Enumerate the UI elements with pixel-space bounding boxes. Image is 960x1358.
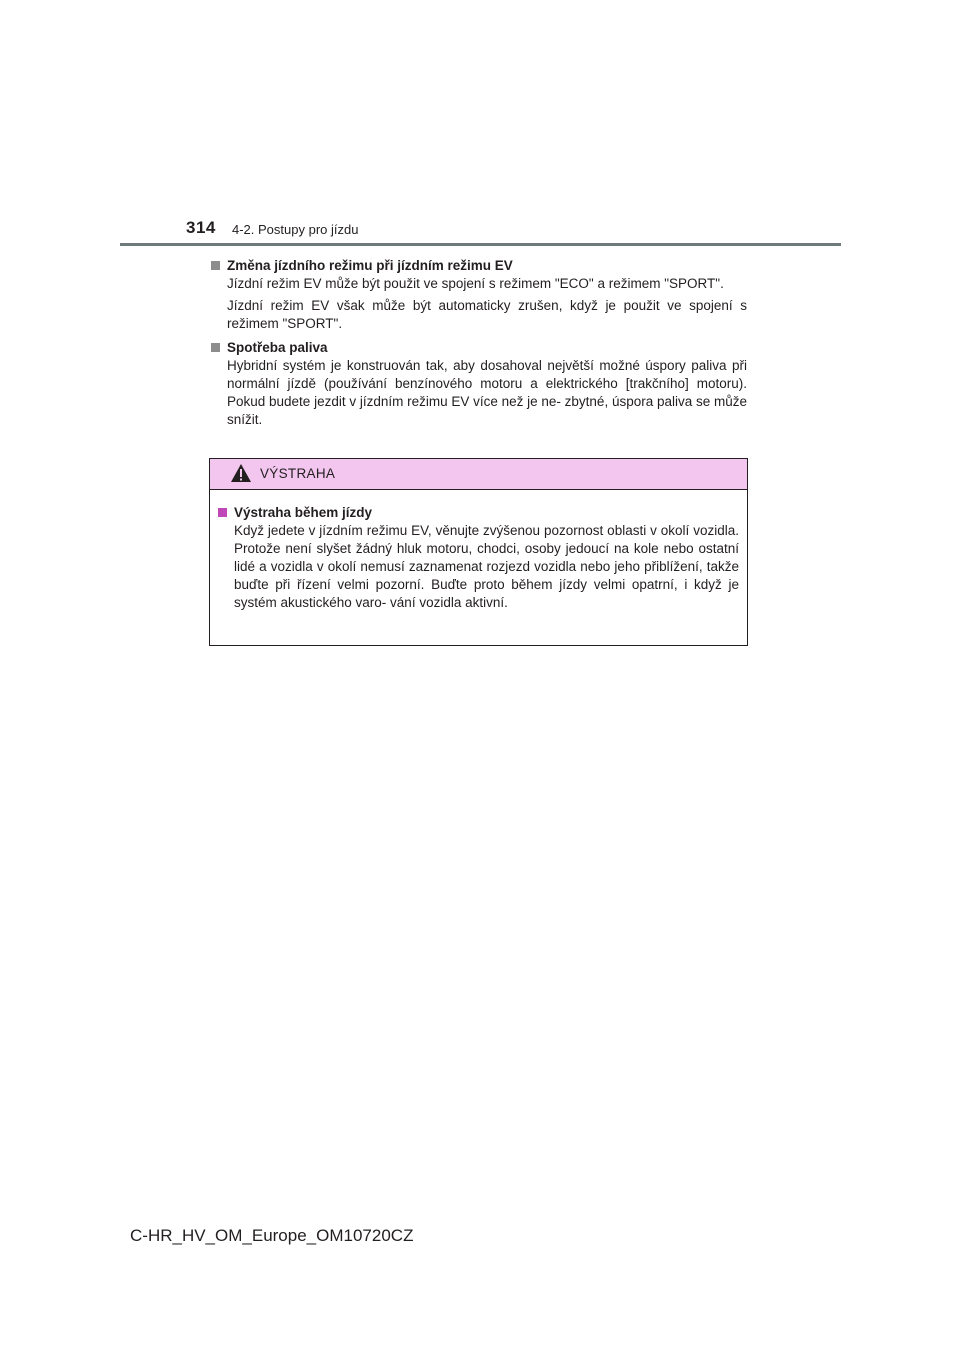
paragraph: Hybridní systém je konstruován tak, aby dosahoval největší možné úspory paliva při normální jízdě (používání benzínového motoru a elektrického [trakčního] motoru). Pokud budete jezdit v jízdním režimu EV více než je ne- zbytné, úspora paliva se může snížit. [227,358,748,427]
warning-triangle-icon [230,463,252,483]
warning-label: VÝSTRAHA [260,466,336,481]
document-code: C-HR_HV_OM_Europe_OM10720CZ [130,1226,414,1245]
warning-header [210,459,747,490]
square-bullet-icon [211,343,220,352]
warning-heading [216,504,739,522]
page-number: 314 [186,218,216,237]
section-title: 4-2. Postupy pro jízdu [232,222,359,237]
square-bullet-icon [211,261,220,270]
section-heading [209,257,747,275]
warning-box [209,458,748,646]
section-ev-mode [209,257,747,333]
section-heading-text: Spotřeba paliva [227,340,328,355]
section-heading [209,339,747,357]
section-fuel-consumption [209,339,747,429]
warning-text: Když jedete v jízdním režimu EV, věnujte zvýšenou pozornost oblasti v okolí vozidla. Protože není slyšet žádný hluk motoru, chodci, osoby jedoucí na kole nebo ostatní lidé a vozidla v okolí nemusí zaznamenat rozjezd vozidla nebo jeho přiblížení, takže buďte při řízení velmi pozorní. Buďte proto během jízdy velmi opatrní, i když je systém akustického varo- vání vozidla aktivní. [234,523,739,610]
header-divider [120,243,841,246]
page-header [186,218,786,244]
square-bullet-icon [218,508,227,517]
warning-heading-text: Výstraha během jízdy [234,505,373,520]
main-content [209,257,747,435]
paragraph: Jízdní režim EV však může být automaticky zrušen, když je použit ve spojení s režimem "SPORT". [227,298,747,331]
warning-body [210,490,747,612]
section-heading-text: Změna jízdního režimu při jízdním režimu EV [227,258,513,273]
paragraph: Jízdní režim EV může být použit ve spojení s režimem "ECO" a režimem "SPORT". [227,276,724,291]
